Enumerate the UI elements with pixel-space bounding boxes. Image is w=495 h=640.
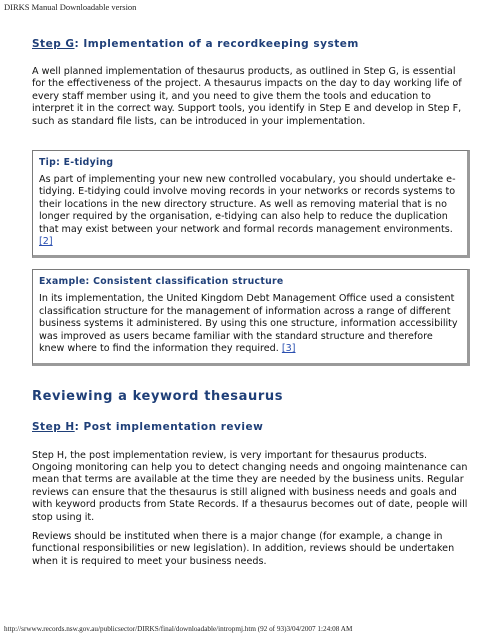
print-footer: http://srwww.records.nsw.gov.au/publicsector/DIRKS/final/downloadable/intropmj.htm (92 of 93)3/04/2007 1:24:08 AM bbox=[4, 625, 353, 633]
step-g-title: : Implementation of a recordkeeping system bbox=[74, 38, 359, 50]
step-h-paragraph-2: Reviews should be instituted when there is a major change (for example, a change in functional responsibilities or new legislation). In addition, reviews should be undertaken when it is required to meet your business needs. bbox=[32, 530, 455, 567]
step-h-title: : Post implementation review bbox=[74, 420, 264, 433]
example-box bbox=[32, 269, 470, 365]
tip-text: As part of implementing your new new controlled vocabulary, you should undertake e-tidying. E-tidying could involve moving records in your networks or records systems to their locations in the new directory structure. As well as removing material that is no longer required by the organisation, e-tidying can also help to reduce the duplication that may exist between your network and formal records management environments. bbox=[39, 174, 456, 235]
tip-box bbox=[32, 150, 470, 258]
step-g-link[interactable]: Step G bbox=[32, 38, 75, 50]
example-title: Example: Consistent classification structure bbox=[39, 276, 284, 288]
main-content bbox=[32, 38, 470, 568]
example-text: In its implementation, the United Kingdom Debt Management Office used a consistent classification structure for the management of information across a range of different business systems it administered. By using this one structure, information accessibility was improved as users became familiar with the standard structure and therefore knew where to find the information they required. bbox=[39, 293, 458, 355]
footnote-link-3[interactable]: [3] bbox=[281, 343, 296, 355]
step-h-link[interactable]: Step H bbox=[32, 420, 75, 433]
footnote-link-2[interactable]: [2] bbox=[39, 236, 53, 248]
tip-title: Tip: E-tidying bbox=[39, 157, 114, 169]
tip-paragraph bbox=[39, 174, 461, 248]
print-header: DIRKS Manual Downloadable version bbox=[4, 2, 137, 12]
step-h-paragraph-1: Step H, the post implementation review, is very important for thesaurus products. Ongoing monitoring can help you to detect changing needs and ongoing maintenance can mean that terms are available at the time they are needed by the business units. Regular reviews can ensure that the thesaurus is still aligned with business needs and goals and with keyword products from State Records. If a thesaurus becomes out of date, people will stop using it. bbox=[32, 449, 468, 523]
example-paragraph bbox=[39, 293, 461, 355]
section-heading: Reviewing a keyword thesaurus bbox=[32, 388, 284, 404]
step-g-paragraph: A well planned implementation of thesaurus products, as outlined in Step G, is essential for the effectiveness of the project. A thesaurus impacts on the day to day working life of every staff member using it, and you need to give them the tools and education to interpret it in the correct way. Support tools, you identify in Step E and develop in Step F, such as standard file lists, can be introduced in your implementation. bbox=[32, 66, 462, 127]
step-h-heading bbox=[32, 421, 470, 433]
step-g-heading bbox=[32, 38, 470, 50]
